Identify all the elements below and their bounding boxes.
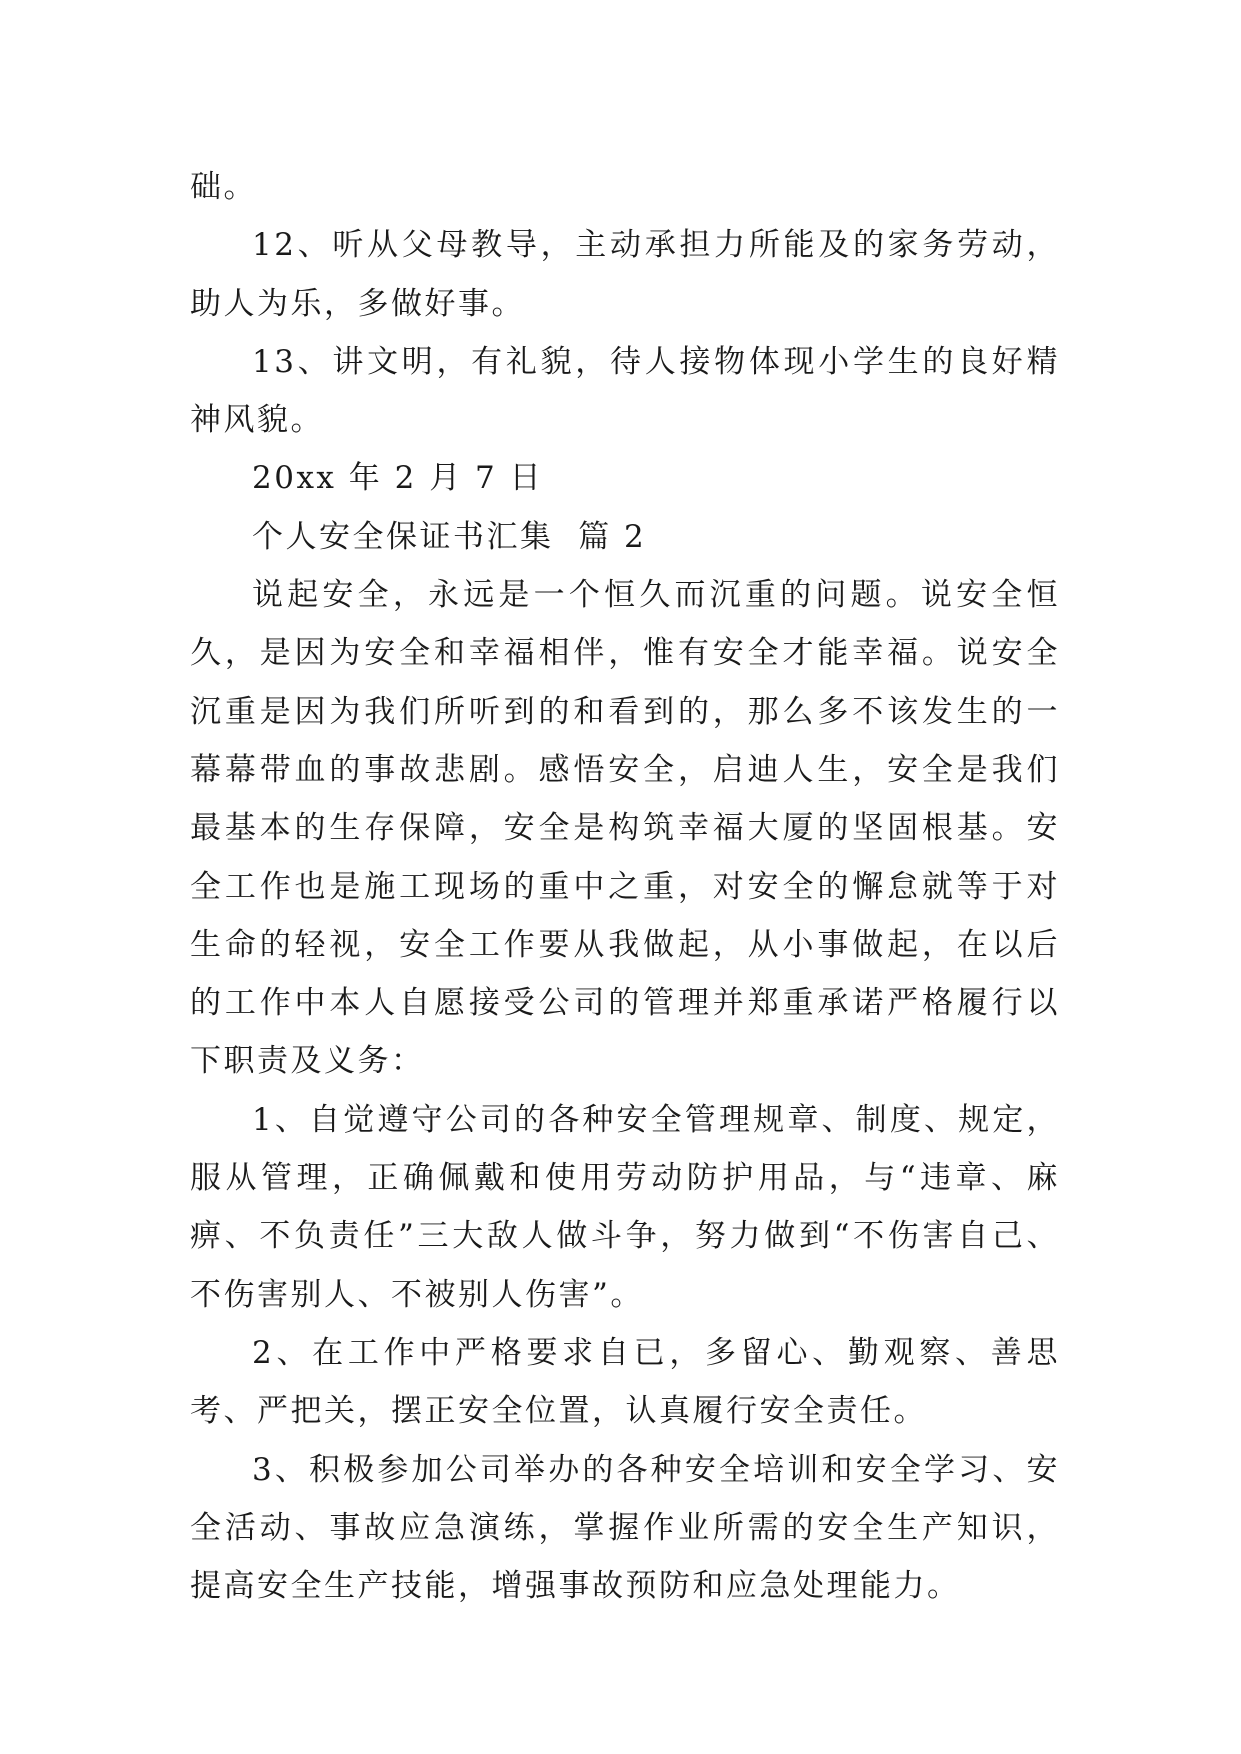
paragraph-date: 20xx 年 2 月 7 日 [252, 460, 544, 497]
paragraph-continuation: 础。 [190, 169, 257, 205]
paragraph-item-3: 3、积极参加公司举办的各种安全培训和安全学习、安全活动、事故应急演练，掌握作业所需的安全生产知识，提高安全生产技能，增强事故预防和应急处理能力。 [190, 1451, 1060, 1605]
paragraph-item-1: 1、自觉遵守公司的各种安全管理规章、制度、规定，服从管理，正确佩戴和使用劳动防护用品，与“违章、麻痹、不负责任”三大敌人做斗争，努力做到“不伤害自己、不伤害别人、不被别人伤害”。 [190, 1101, 1060, 1313]
paragraph-item-2: 2、在工作中严格要求自已，多留心、勤观察、善思考、严把关，摆正安全位置，认真履行安全责任。 [190, 1334, 1060, 1430]
paragraph-intro: 说起安全，永远是一个恒久而沉重的问题。说安全恒久，是因为安全和幸福相伴，惟有安全才能幸福。说安全沉重是因为我们所听到的和看到的，那么多不该发生的一幕幕带血的事故悲剧。感悟安全，启迪人生，安全是我们最基本的生存保障，安全是构筑幸福大厦的坚固根基。安全工作也是施工现场的重中之重，对安全的懈怠就等于对生命的轻视，安全工作要从我做起，从小事做起，在以后的工作中本人自愿接受公司的管理并郑重承诺严格履行以下职责及义务： [190, 577, 1060, 1080]
paragraph-item-13: 13、讲文明，有礼貌，待人接物体现小学生的良好精神风貌。 [190, 343, 1060, 439]
section-heading: 个人安全保证书汇集 篇 2 [252, 518, 647, 555]
paragraph-item-12: 12、听从父母教导，主动承担力所能及的家务劳动，助人为乐，多做好事。 [190, 227, 1060, 322]
document-body [190, 158, 1060, 1615]
